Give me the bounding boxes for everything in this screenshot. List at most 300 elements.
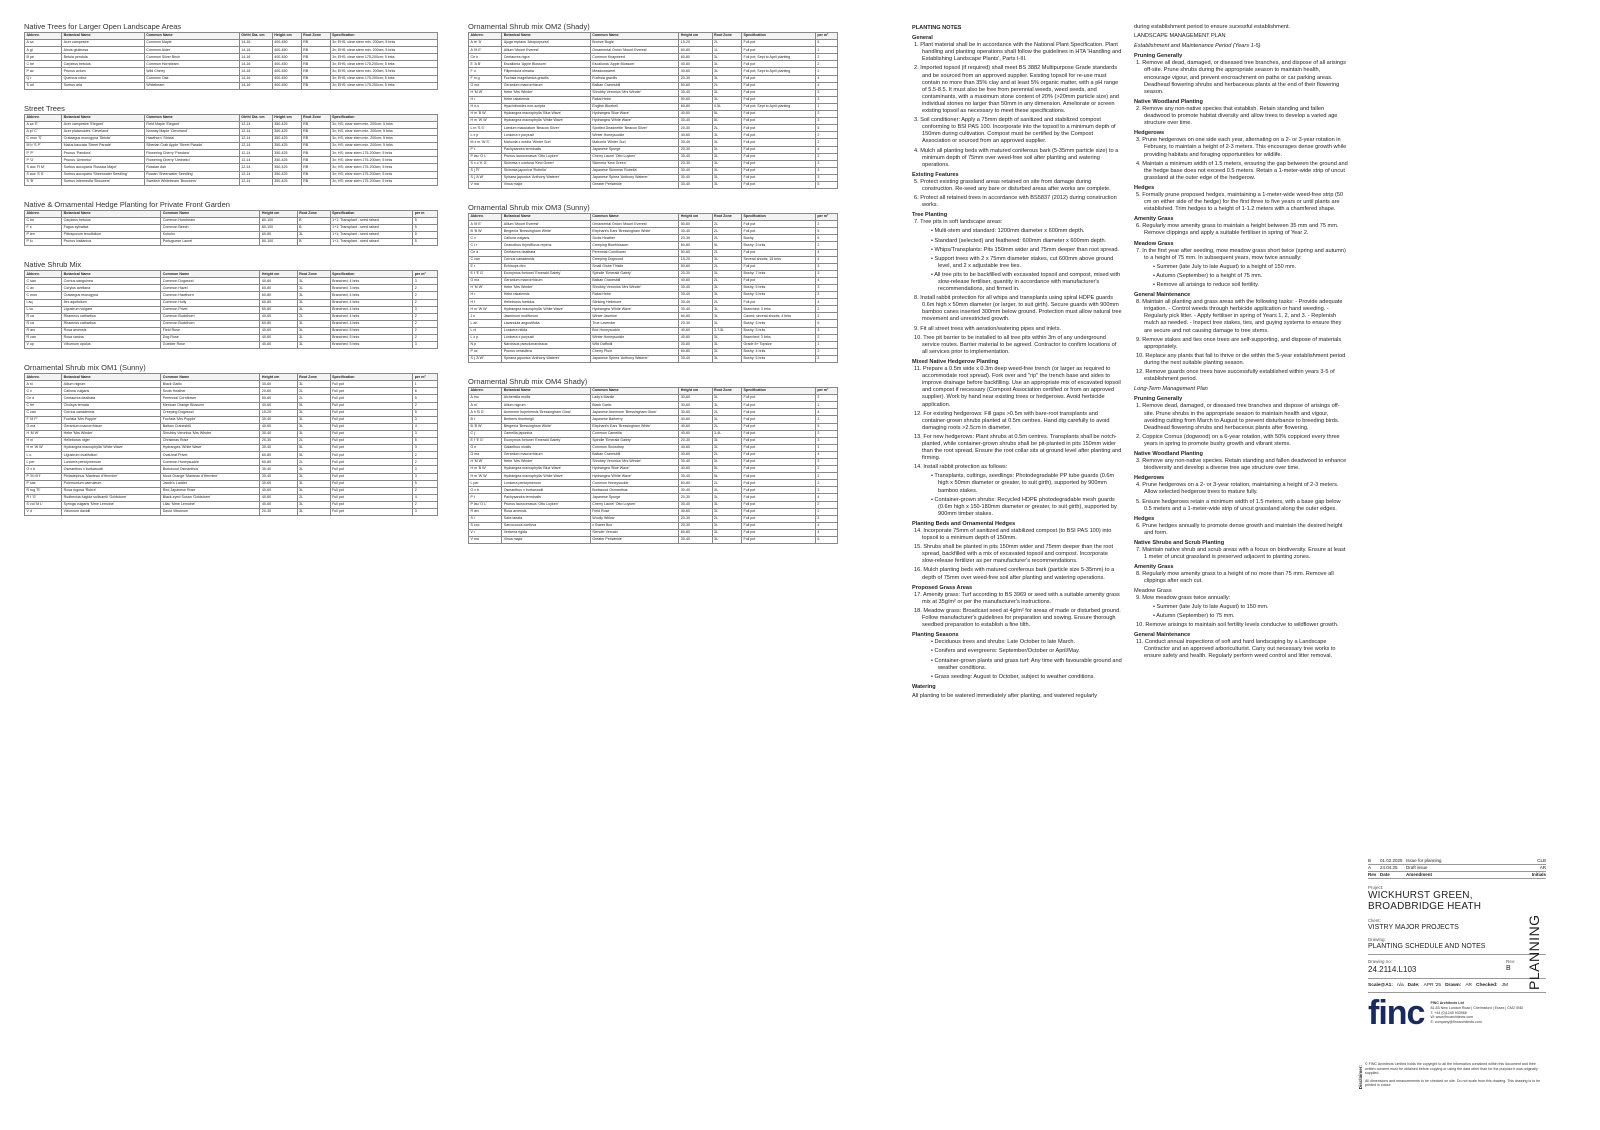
table-cell: 3L: [297, 327, 330, 334]
table-cell: 3L: [712, 89, 742, 96]
note-item: • Multi-stem and standard: 1200mm diameter x 600mm depth.: [931, 228, 1085, 235]
table-cell: 30-40: [679, 89, 712, 96]
table-cell: Box Honeysuckle: [590, 327, 679, 334]
column-header: per m²: [413, 374, 438, 381]
table-cell: Euonymus fortunei 'Emerald Gaiety': [502, 270, 591, 277]
table-cell: 5: [413, 231, 438, 238]
table-row: [469, 249, 838, 256]
table-cell: 80-100: [260, 239, 297, 246]
table-row: [25, 178, 438, 185]
table-cell: Full pot: [742, 444, 816, 451]
table-cell: G ma: [469, 82, 502, 89]
note-item: 6. Protect all retained trees in accordance with BS5837 (2012) during construction works.: [914, 195, 1117, 209]
table-cell: S ari: [25, 82, 62, 89]
schedule-title: Native Shrub Mix: [24, 260, 82, 270]
table-row: [25, 299, 438, 306]
table-cell: 3x; EHS; clear stem 175-200cm; 5 brks: [330, 75, 437, 82]
table-cell: 3: [815, 458, 837, 465]
table-cell: Full pot: [742, 480, 816, 487]
table-cell: 30-40: [679, 537, 712, 544]
table-cell: 20-30: [260, 508, 297, 515]
table-cell: Full pot: [330, 445, 413, 452]
table-cell: 20-30: [679, 270, 712, 277]
table-cell: Elephant's Ears 'Bressingham White': [590, 423, 679, 430]
scale-label: Scale@A1:: [1368, 983, 1393, 988]
table-cell: Field Rose: [590, 508, 679, 515]
table-cell: H 'M W': [469, 89, 502, 96]
table-cell: Grade 8+ Topsize: [742, 341, 816, 348]
table-cell: Prunus avium: [62, 68, 145, 75]
disclaimer-text: © FINC Architects Limited holds the copyright to all the information contained within this document and their written consent must be obtained before copying or using the data other than for the purpose it was originally supplied. All dimensions and measurements to be checked on site. Do not scale from this drawing. This drawing is to be printed in colour.: [1365, 1062, 1541, 1088]
table-cell: 40-60: [679, 327, 712, 334]
table-cell: 5: [413, 224, 438, 231]
table-cell: Spiraea japonica 'Anthony Waterer': [502, 355, 591, 362]
table-cell: R rug 'R': [25, 487, 62, 494]
client-label: Client:: [1368, 918, 1381, 923]
table-cell: Red Japanese Rose: [161, 487, 260, 494]
table-cell: J n: [469, 313, 502, 320]
note-item: • Container-grown shrubs: Recycled HDPE photodegradable mesh guards (0.6m high x 150-180mm diameter or greater, to suit girth), supported by 900mm timber stakes.: [931, 496, 1117, 517]
table-cell: Common Honeysuckle: [161, 459, 260, 466]
table-cell: Mahonia 'Winter Sun': [590, 139, 679, 146]
table-cell: Full pot: [742, 132, 816, 139]
table-cell: Lady's Mantle: [590, 395, 679, 402]
table-cell: Full pot: [742, 487, 816, 494]
table-cell: C ter: [25, 402, 62, 409]
schedule-table: [24, 210, 438, 246]
table-row: [469, 263, 838, 270]
table-cell: G n: [469, 444, 502, 451]
table-cell: Fuchsia gracilis: [590, 75, 679, 82]
table-cell: 12-14: [239, 121, 272, 128]
table-row: [25, 409, 438, 416]
rev-value: B: [1506, 965, 1511, 972]
table-cell: C av: [25, 285, 62, 292]
table-cell: Ceanothus thyrsiflorus repens: [502, 242, 591, 249]
table-cell: 2L: [712, 228, 742, 235]
table-cell: Spindle 'Emerald Gaiety': [590, 437, 679, 444]
table-cell: L o: [25, 452, 62, 459]
table-cell: 3L: [712, 508, 742, 515]
table-cell: Prunus 'Pandora': [62, 150, 145, 157]
table-cell: Spotted Deadnettle 'Beacon Silver': [590, 125, 679, 132]
table-cell: Echinops ritro: [502, 263, 591, 270]
table-row: [469, 242, 838, 249]
table-cell: Camellia japonica: [502, 430, 591, 437]
table-cell: Hawthorn 'Stricta': [144, 136, 239, 143]
table-header-row: [25, 210, 438, 217]
table-cell: 5L: [712, 466, 742, 473]
table-cell: H m 'W W': [469, 306, 502, 313]
table-cell: 40-60: [679, 451, 712, 458]
table-cell: 2: [413, 327, 438, 334]
table-cell: Full pot: [742, 96, 816, 103]
table-cell: 6: [815, 40, 837, 47]
table-cell: 5: [815, 423, 837, 430]
revision-cell: Initials: [1531, 872, 1546, 877]
table-cell: 0.5L: [712, 103, 742, 110]
table-cell: 3: [815, 395, 837, 402]
column-header: Height cm: [260, 374, 297, 381]
schedule-section: [24, 104, 438, 186]
table-row: [469, 402, 838, 409]
table-cell: 5L: [712, 111, 742, 118]
table-cell: Branched; 3 brks: [330, 285, 413, 292]
column-header: per m²: [413, 271, 438, 278]
table-cell: Acer campestre 'Elegant': [62, 121, 145, 128]
table-cell: Ligustrum ovalifolium: [62, 452, 161, 459]
table-cell: A gl: [25, 47, 62, 54]
table-cell: Full pot: [330, 466, 413, 473]
table-cell: Full pot: [742, 221, 816, 228]
column-header: Root Zone: [301, 33, 330, 40]
table-cell: 12-14: [239, 150, 272, 157]
note-heading: Hedges: [1134, 184, 1155, 191]
table-cell: Cornus sanguinea: [62, 278, 161, 285]
table-cell: Woolly Willow: [590, 515, 679, 522]
table-cell: 3: [413, 342, 438, 349]
schedule-column-left: [24, 22, 438, 530]
table-cell: Slender Vervain: [590, 529, 679, 536]
table-cell: 2L: [297, 494, 330, 501]
table-row: [25, 224, 438, 231]
note-item: • Container-grown plants and grass turf: Any time with favourable ground and weather conditions.: [931, 657, 1122, 671]
table-cell: 3L: [712, 487, 742, 494]
note-item: All planting to be watered immediately after planting, and watered regularly: [912, 692, 1098, 699]
table-cell: E f 'E G': [469, 437, 502, 444]
table-cell: Japanese Anemone 'Bressingham Glow': [590, 409, 679, 416]
table-cell: 4: [815, 451, 837, 458]
table-cell: Balkan Cranesbill: [590, 277, 679, 284]
table-cell: Scots Heather: [161, 388, 260, 395]
schedule-section: [24, 260, 438, 349]
table-cell: 30-40: [260, 473, 297, 480]
table-cell: S x c 'K G': [469, 160, 502, 167]
note-item: 14. Incorporate 75mm of sanitized and stabilized compost (to BSI PAS 100) into topsoil to a minimum depth of 150mm.: [914, 528, 1112, 542]
table-cell: 3: [815, 515, 837, 522]
table-row: [25, 313, 438, 320]
table-cell: 3L: [297, 416, 330, 423]
table-row: [469, 256, 838, 263]
table-cell: H f: [469, 299, 502, 306]
table-cell: Common Silver Birch: [144, 54, 239, 61]
table-cell: 3L: [712, 75, 742, 82]
table-cell: Viburnum davidii: [62, 508, 161, 515]
table-row: [469, 54, 838, 61]
note-heading: Existing Features: [912, 171, 959, 178]
table-cell: 3L: [297, 335, 330, 342]
table-cell: Centaurea nigra: [502, 54, 591, 61]
rev-label: Rev:: [1506, 959, 1516, 964]
note-item: 11. Prepare a 0.5m wide x 0.3m deep weed-free trench (or larger as required to accommodate root spread). Fork over and "rip" the trench base and sides to improve drainage before backfilling. Use an appropriate mix of excavated topsoil and compost if necessary (Compost Association certified or from an approved supplier). Work by hand near existing trees or hedgerows. Avoid herbicide application.: [914, 366, 1121, 408]
table-cell: Lilac 'Mme Lemoine': [161, 501, 260, 508]
drawn-value: AR: [1465, 983, 1473, 988]
table-cell: 60-80: [679, 480, 712, 487]
column-header: Botanical Name: [502, 33, 591, 40]
column-header: Specification: [742, 214, 816, 221]
table-cell: H 'M W': [25, 430, 62, 437]
table-cell: Prunus laurocerasus 'Otto Luyken': [502, 501, 591, 508]
table-cell: Bronze Bugle: [590, 40, 679, 47]
table-cell: 4: [815, 299, 837, 306]
column-header: Abbrev.: [469, 214, 502, 221]
table-cell: 40-60: [679, 416, 712, 423]
table-cell: 4: [815, 256, 837, 263]
table-cell: 12-14: [239, 164, 272, 171]
table-cell: RB: [301, 54, 330, 61]
table-row: [25, 335, 438, 342]
table-cell: L ni: [469, 327, 502, 334]
column-header: Specification: [330, 210, 413, 217]
table-cell: 3: [413, 278, 438, 285]
table-row: [25, 395, 438, 402]
table-cell: Japanese Barberry: [590, 416, 679, 423]
table-cell: 350-425: [272, 128, 301, 135]
table-cell: Allium 'Mount Everest': [502, 47, 591, 54]
table-cell: Full pot: [330, 508, 413, 515]
table-cell: 30-40: [679, 458, 712, 465]
table-cell: Spindle 'Emerald Gaiety': [590, 270, 679, 277]
table-cell: Shrubby Veronica 'Mrs Winder': [590, 458, 679, 465]
table-row: [469, 132, 838, 139]
table-cell: Vinca major: [502, 537, 591, 544]
column-header: Abbrev.: [25, 374, 62, 381]
table-cell: 50-60: [679, 249, 712, 256]
column-header: Specification: [330, 114, 437, 121]
table-cell: Fagus sylvatica: [62, 224, 161, 231]
table-cell: 3L: [297, 501, 330, 508]
table-cell: Full pot: [742, 430, 816, 437]
revision-cell: AR: [1539, 865, 1546, 870]
table-cell: 2: [815, 501, 837, 508]
client-name: VISTRY MAJOR PROJECTS: [1368, 924, 1459, 931]
table-cell: Branched; 4 brks: [330, 313, 413, 320]
table-cell: B 'B W': [469, 228, 502, 235]
table-cell: Jasminum nudiflorum: [502, 313, 591, 320]
table-cell: 3L: [297, 473, 330, 480]
table-cell: 3: [815, 437, 837, 444]
disclaimer-label: Disclaimer:: [1358, 1065, 1363, 1090]
table-cell: Common Honeysuckle: [590, 480, 679, 487]
table-cell: Hydrangea macrophylla 'White Wave': [502, 306, 591, 313]
table-cell: 5: [413, 395, 438, 402]
table-cell: Acer platanoides 'Cleveland': [62, 128, 145, 135]
table-cell: R f 'G': [25, 494, 62, 501]
table-cell: Malus baccata 'Street Parade': [62, 143, 145, 150]
table-cell: 30-40: [260, 466, 297, 473]
table-cell: 12-14: [239, 128, 272, 135]
table-cell: 3L: [712, 68, 742, 75]
table-cell: V ma: [469, 537, 502, 544]
table-cell: Hydrangea macrophylla 'Blue Wave': [502, 111, 591, 118]
table-cell: Swedish Whitebeam 'Brouwers': [144, 178, 239, 185]
drawing-number: 24.2114.L103: [1368, 965, 1417, 974]
table-cell: Full pot: [330, 423, 413, 430]
table-cell: A pl 'C': [25, 128, 62, 135]
table-cell: 2L: [297, 388, 330, 395]
table-cell: Spiraea japonica 'Anthony Waterer': [502, 174, 591, 181]
table-cell: x Sweet Box: [590, 522, 679, 529]
column-header: Root Zone: [712, 388, 742, 395]
table-cell: Branched; 3 brks: [742, 306, 816, 313]
note-item: 10. Remove arisings to maintain soil fertility levels conducive to wildflower growth.: [1136, 621, 1339, 628]
note-item: 1. Plant material shall be in accordance with the National Plant Specification. Plant handling and planting operations shall follow the guidelines in HTA 'Handling and Establishing Landscape Plants', Parts I-III.: [914, 42, 1122, 63]
table-cell: 4: [815, 249, 837, 256]
table-cell: S auc 'R M': [25, 164, 62, 171]
table-cell: Full pot: [742, 416, 816, 423]
table-cell: A 'M E': [469, 47, 502, 54]
table-cell: 3L: [297, 231, 330, 238]
table-cell: 2L: [712, 423, 742, 430]
table-cell: 40-60: [679, 466, 712, 473]
table-cell: 60-80: [260, 292, 297, 299]
table-row: [469, 501, 838, 508]
note-item: 12. Remove guards once trees have successfully established within years 3-5 of establishment period.: [1136, 369, 1335, 383]
table-cell: Branched; 4 brks: [330, 306, 413, 313]
table-cell: 3: [413, 445, 438, 452]
table-cell: 4: [815, 522, 837, 529]
table-cell: A re 'A': [469, 40, 502, 47]
table-cell: Shrubby Veronica 'Mrs Winder': [590, 285, 679, 292]
table-cell: Lonicera x purpusii: [502, 132, 591, 139]
table-cell: 12-14: [239, 157, 272, 164]
note-item: 5. Protect existing grassland areas retained on site from damage during construction. Re-seed any bare or disturbed areas after works are complete.: [914, 178, 1111, 192]
table-cell: 60-80: [679, 103, 712, 110]
note-heading: General Maintenance: [1134, 292, 1191, 299]
table-cell: Full pot: [330, 395, 413, 402]
table-cell: 5L: [712, 118, 742, 125]
table-row: [25, 82, 438, 89]
table-cell: Euonymus fortunei 'Emerald Gaiety': [502, 437, 591, 444]
table-cell: Balkan Cranesbill: [161, 423, 260, 430]
table-cell: 30-40: [260, 430, 297, 437]
column-header: Common Name: [590, 388, 679, 395]
table-row: [469, 423, 838, 430]
table-cell: Full pot: [742, 437, 816, 444]
table-cell: 30-40: [679, 167, 712, 174]
table-cell: 2: [815, 68, 837, 75]
table-cell: 3x; HS; clear stem min. 200cm; 5 brks: [330, 136, 437, 143]
table-cell: 5L: [297, 402, 330, 409]
table-cell: Skimmia x confusa 'Kew Green': [502, 160, 591, 167]
table-cell: Cornus canadensis: [62, 409, 161, 416]
table-cell: Common Privet: [161, 306, 260, 313]
table-cell: 30-40: [679, 501, 712, 508]
column-header: per m²: [815, 214, 837, 221]
table-row: [469, 270, 838, 277]
table-cell: Salix lanata: [502, 515, 591, 522]
table-cell: Full pot: [330, 381, 413, 388]
table-cell: Perennial Cornflower: [590, 249, 679, 256]
table-cell: S j 'A W': [469, 174, 502, 181]
table-cell: 60-80: [679, 54, 712, 61]
table-cell: Black Garlic: [590, 402, 679, 409]
table-cell: 14-16: [239, 47, 272, 54]
table-cell: Fuchsia 'Mrs Popple': [161, 416, 260, 423]
table-row: [469, 89, 838, 96]
table-cell: 3: [815, 89, 837, 96]
column-header: per m²: [815, 388, 837, 395]
column-header: Abbrev.: [469, 388, 502, 395]
table-cell: 5: [815, 320, 837, 327]
table-cell: Betula pendula: [62, 54, 145, 61]
table-cell: 3: [413, 466, 438, 473]
table-row: [469, 473, 838, 480]
table-cell: 4: [815, 529, 837, 536]
table-cell: 1: [413, 381, 438, 388]
table-cell: 3L: [712, 306, 742, 313]
table-cell: 80-100: [260, 217, 297, 224]
table-cell: 3: [815, 174, 837, 181]
note-heading: General Maintenance: [1134, 632, 1191, 639]
table-cell: 5: [815, 537, 837, 544]
table-cell: L an: [469, 320, 502, 327]
table-cell: 20-30: [679, 160, 712, 167]
table-cell: 40-60: [679, 68, 712, 75]
table-row: [469, 515, 838, 522]
schedule-title: Ornamental Shrub mix OM2 (Shady): [468, 22, 590, 31]
table-cell: 3L: [297, 409, 330, 416]
note-item: 6. Regularly mow amenity grass to maintain a height between 35 mm and 75 mm. Remove clippings and apply a suitable fertiliser in spring of Year 2.: [1136, 223, 1339, 237]
note-item: 9. Remove stakes and ties once trees are self-supporting, and dispose of materials appropriately.: [1136, 336, 1342, 350]
column-header: Specification: [330, 33, 437, 40]
table-cell: Full pot: [330, 416, 413, 423]
table-cell: H r: [469, 292, 502, 299]
table-row: [25, 239, 438, 246]
date-label: Date:: [1407, 983, 1420, 988]
table-cell: 3L: [712, 537, 742, 544]
table-cell: 1+1; Transplant - seed raised: [330, 217, 413, 224]
table-row: [25, 459, 438, 466]
table-cell: E r: [469, 263, 502, 270]
table-cell: Viburnum opulus: [62, 342, 161, 349]
column-header: Botanical Name: [62, 33, 145, 40]
table-cell: 4: [815, 494, 837, 501]
column-header: Common Name: [144, 114, 239, 121]
table-cell: 5L: [297, 452, 330, 459]
table-cell: RB: [301, 128, 330, 135]
table-cell: Cornus canadensis: [502, 256, 591, 263]
table-cell: 3: [413, 430, 438, 437]
table-cell: M x m 'W S': [469, 139, 502, 146]
table-cell: 3L: [297, 430, 330, 437]
table-cell: 1: [815, 47, 837, 54]
table-cell: Full pot: [330, 459, 413, 466]
table-cell: Pittosporum tenuifolium: [62, 231, 161, 238]
column-header: Height cm: [272, 114, 301, 121]
table-cell: 30-40: [260, 445, 297, 452]
table-cell: 3: [815, 487, 837, 494]
table-cell: 40-60: [679, 430, 712, 437]
table-row: [25, 171, 438, 178]
table-cell: Flowering Cherry 'Umineko': [144, 157, 239, 164]
table-cell: 3L: [712, 444, 742, 451]
table-cell: 30-40: [679, 306, 712, 313]
table-cell: 40-60: [679, 277, 712, 284]
table-cell: 2L: [712, 515, 742, 522]
drawn-label: Drawn:: [1445, 983, 1462, 988]
table-cell: 3L: [712, 355, 742, 362]
table-cell: 20-60: [260, 388, 297, 395]
table-cell: 5: [815, 181, 837, 188]
table-cell: P t: [469, 146, 502, 153]
table-cell: Black-eyed Susan 'Goldsturm': [161, 494, 260, 501]
note-item: • Summer (late July to late August) to 150 mm.: [1153, 603, 1269, 610]
column-header: Root Zone: [712, 214, 742, 221]
note-item: 2. Coppice Cornus (dogwood) on a 6-year rotation, with 50% coppiced every three years in spring to promote bushy growth and vibrant stems.: [1136, 433, 1340, 447]
table-cell: 40-60: [260, 278, 297, 285]
table-cell: 40-60: [679, 444, 712, 451]
